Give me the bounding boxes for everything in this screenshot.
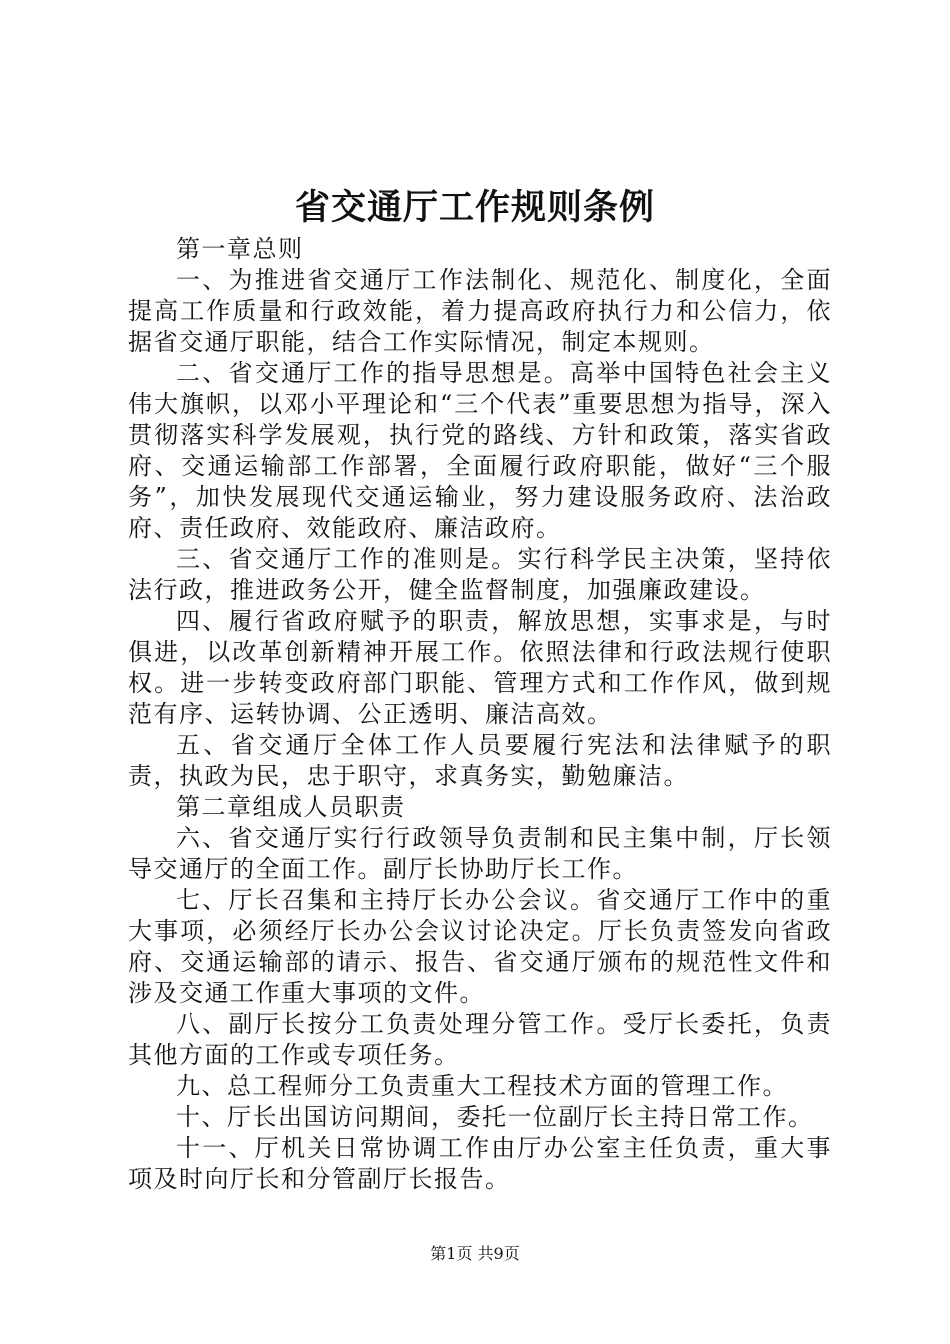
page-number: 第1页 共9页 [430, 1244, 520, 1263]
article-paragraph: 七、厅长召集和主持厅长办公会议。省交通厅工作中的重大事项，必须经厅长办公会议讨论决定。厅长负责签发向省政府、交通运输部的请示、报告、省交通厅颁布的规范性文件和涉及交通工作重大事项的文件。 [128, 886, 832, 1007]
document-body [128, 234, 832, 1195]
article-paragraph: 八、副厅长按分工负责处理分管工作。受厅长委托，负责其他方面的工作或专项任务。 [128, 1010, 832, 1069]
article-paragraph: 一、为推进省交通厅工作法制化、规范化、制度化，全面提高工作质量和行政效能，着力提高政府执行力和公信力，依据省交通厅职能，结合工作实际情况，制定本规则。 [128, 266, 832, 356]
article-paragraph: 九、总工程师分工负责重大工程技术方面的管理工作。 [176, 1072, 788, 1100]
article-paragraph: 四、履行省政府赋予的职责，解放思想，实事求是，与时俱进，以改革创新精神开展工作。依照法律和行政法规行使职权。进一步转变政府部门职能、管理方式和工作作风，做到规范有序、运转协调、公正透明、廉洁高效。 [128, 607, 832, 728]
article-paragraph: 五、省交通厅全体工作人员要履行宪法和法律赋予的职责，执政为民，忠于职守，求真务实，勤勉廉洁。 [128, 731, 832, 790]
article-paragraph: 二、省交通厅工作的指导思想是。高举中国特色社会主义伟大旗帜，以邓小平理论和“三个代表”重要思想为指导，深入贯彻落实科学发展观，执行党的路线、方针和政策，落实省政府、交通运输部工作部署，全面履行政府职能，做好“三个服务”，加快发展现代交通运输业，努力建设服务政府、法治政府、责任政府、效能政府、廉洁政府。 [128, 359, 832, 542]
document-title: 省交通厅工作规则条例 [294, 187, 655, 228]
article-paragraph: 十、厅长出国访问期间，委托一位副厅长主持日常工作。 [176, 1103, 814, 1131]
article-paragraph: 三、省交通厅工作的准则是。实行科学民主决策，坚持依法行政，推进政务公开，健全监督制度，加强廉政建设。 [128, 545, 832, 604]
chapter-heading: 第一章总则 [176, 235, 304, 263]
chapter-heading: 第二章组成人员职责 [176, 793, 406, 821]
article-paragraph: 十一、厅机关日常协调工作由厅办公室主任负责，重大事项及时向厅长和分管副厅长报告。 [128, 1134, 832, 1193]
article-paragraph: 六、省交通厅实行行政领导负责制和民主集中制，厅长领导交通厅的全面工作。副厅长协助厅长工作。 [128, 824, 832, 883]
